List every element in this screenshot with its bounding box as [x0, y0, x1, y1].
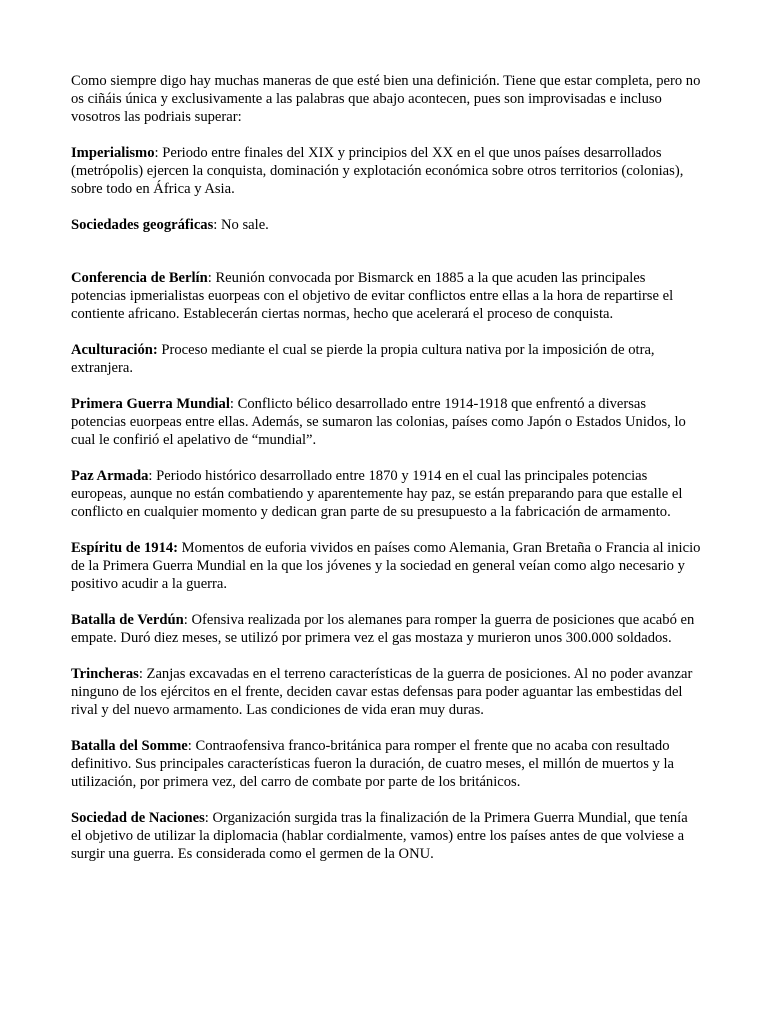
- definition-term: Batalla de Verdún: [71, 612, 184, 628]
- document-page: [71, 72, 701, 881]
- definition-text: Proceso mediante el cual se pierde la propia cultura nativa por la imposición de otra, extranjera.: [71, 342, 655, 376]
- definition-term: Batalla del Somme: [71, 738, 188, 754]
- definition-text: Conflicto bélico desarrollado entre 1914-1918 que enfrentó a diversas potencias euorpeas entre ellas. Además, se sumaron las colonias, países como Japón o Estados Unidos, lo cual le confirió el apelativo de “mundial”.: [71, 396, 686, 448]
- definition-term: Conferencia de Berlín: [71, 270, 208, 286]
- definition-text: Ofensiva realizada por los alemanes para romper la guerra de posiciones que acabó en empate. Duró diez meses, se utilizó por primera vez el gas mostaza y murieron unos 300.000 soldados.: [71, 612, 695, 646]
- definition-separator: :: [148, 468, 153, 484]
- definition-sociedad-de-naciones: [71, 809, 701, 863]
- definition-text: Zanjas excavadas en el terreno características de la guerra de posiciones. Al no poder avanzar ninguno de los ejércitos en el frente, deciden cavar estas defensas para poder aguantar las embestidas del rival y del nuevo armamento. Las condiciones de vida eran muy duras.: [71, 666, 693, 718]
- definition-term: Espíritu de 1914:: [71, 540, 179, 556]
- definition-separator: :: [204, 810, 209, 826]
- definition-text: Periodo histórico desarrollado entre 1870 y 1914 en el cual las principales potencias europeas, aunque no están combatiendo y aparentemente hay paz, se están preparando para que estalle el conflicto en cualquier momento y dedican gran parte de su presupuesto a la fabricación de armamento.: [71, 468, 683, 520]
- definition-term: Aculturación:: [71, 342, 158, 358]
- definition-term: Sociedades geográficas: [71, 217, 214, 233]
- definition-paz-armada: [71, 467, 701, 521]
- definition-aculturacion: [71, 341, 701, 377]
- definition-primera-guerra-mundial: [71, 395, 701, 449]
- definition-batalla-del-somme: [71, 737, 701, 791]
- definition-text: Contraofensiva franco-británica para romper el frente que no acaba con resultado definitivo. Sus principales características fueron la duración, de cuatro meses, el millón de muertos y la utilización, por primera vez, del carro de combate por parte de los británicos.: [71, 738, 675, 790]
- definition-text: Momentos de euforia vividos en países como Alemania, Gran Bretaña o Francia al inicio de la Primera Guerra Mundial en la que los jóvenes y la sociedad en general veían como algo necesario y positivo acudir a la guerra.: [71, 540, 701, 592]
- definition-separator: :: [187, 738, 192, 754]
- definition-text: Periodo entre finales del XIX y principios del XX en el que unos países desarrollados (metrópolis) ejercen la conquista, dominación y explotación económica sobre otros territorios (colonias), sobre todo en África y Asia.: [71, 145, 684, 197]
- definition-imperialismo: [71, 144, 701, 198]
- definition-term: Sociedad de Naciones: [71, 810, 205, 826]
- intro-paragraph: Como siempre digo hay muchas maneras de que esté bien una definición. Tiene que estar completa, pero no os ciñáis única y exclusivamente a las palabras que abajo acontecen, pues son improvisadas e incluso vosotros las podriais superar:: [71, 73, 701, 125]
- definition-text: No sale.: [217, 217, 269, 233]
- definition-batalla-de-verdun: [71, 611, 701, 647]
- definition-text: Reunión convocada por Bismarck en 1885 a la que acuden las principales potencias ipmerialistas euorpeas con el objetivo de evitar conflictos entre ellas a la hora de repartirse el contiente africano. Establecerán ciertas normas, hecho que acelerará el proceso de conquista.: [71, 270, 674, 322]
- definition-term: Trincheras: [71, 666, 139, 682]
- definition-sociedades-geograficas: [71, 216, 701, 234]
- definition-separator: :: [213, 217, 218, 233]
- definition-text: Organización surgida tras la finalización de la Primera Guerra Mundial, que tenía el objetivo de utilizar la diplomacia (hablar cordialmente, vamos) entre los países antes de que volviese a surgir una guerra. Es considerada como el germen de la ONU.: [71, 810, 688, 862]
- definition-separator: :: [154, 145, 159, 161]
- definition-separator: :: [229, 396, 234, 412]
- definition-conferencia-de-berlin: [71, 269, 701, 323]
- definition-espiritu-de-1914: [71, 539, 701, 593]
- definition-term: Primera Guerra Mundial: [71, 396, 230, 412]
- definition-trincheras: [71, 665, 701, 719]
- definition-separator: :: [207, 270, 212, 286]
- definition-separator: :: [183, 612, 188, 628]
- definition-term: Paz Armada: [71, 468, 149, 484]
- definition-term: Imperialismo: [71, 145, 155, 161]
- definition-separator: :: [138, 666, 143, 682]
